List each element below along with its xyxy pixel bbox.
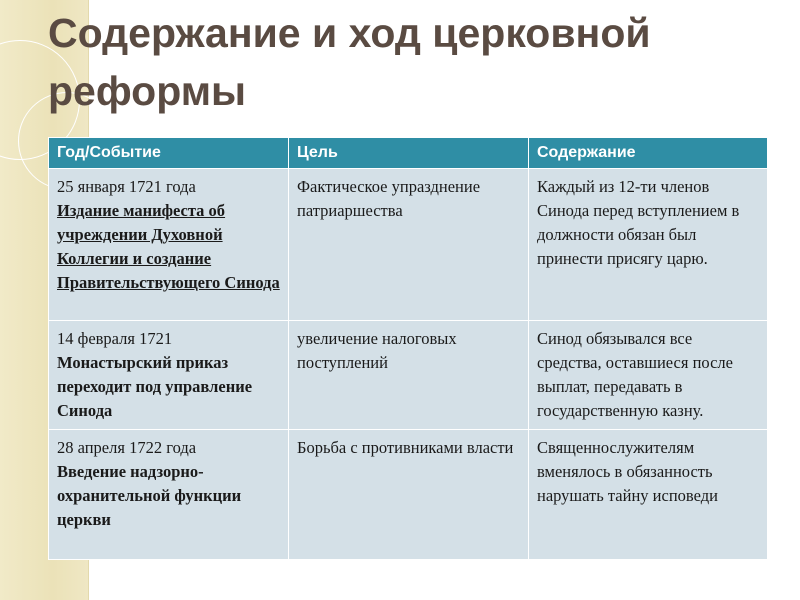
table-row [49,169,768,321]
table-row [49,430,768,560]
cell-content: Священнослужителям вменялось в обязанность нарушать тайну исповеди [529,430,768,560]
cell-goal: увеличение налоговых поступлений [289,321,529,430]
slide-title: Содержание и ход церковной реформы [48,10,651,114]
event-title: Монастырский приказ переходит под управление Синода [57,353,253,420]
reform-table [48,137,768,560]
cell-content: Синод обязывался все средства, оставшиеся после выплат, передавать в государственную казну. [529,321,768,430]
event-date: 25 января 1721 года [57,177,196,196]
cell-year-event [49,430,289,560]
column-header-content: Содержание [529,138,768,169]
event-title: Издание манифеста об учреждении Духовной Коллегии и создание Правительствующего Синода [57,201,280,292]
cell-goal: Фактическое упразднение патриаршества [289,169,529,321]
column-header-year-event: Год/Событие [49,138,289,169]
event-date: 28 апреля 1722 года [57,438,197,457]
table-row [49,321,768,430]
cell-content: Каждый из 12-ти членов Синода перед вступлением в должности обязан был принести присягу царю. [529,169,768,321]
event-date: 14 февраля 1721 [57,329,173,348]
cell-goal: Борьба с противниками власти [289,430,529,560]
cell-year-event [49,169,289,321]
cell-year-event [49,321,289,430]
table-header-row [49,138,768,169]
column-header-goal: Цель [289,138,529,169]
event-title: Введение надзорно-охранительной функции церкви [57,462,242,529]
